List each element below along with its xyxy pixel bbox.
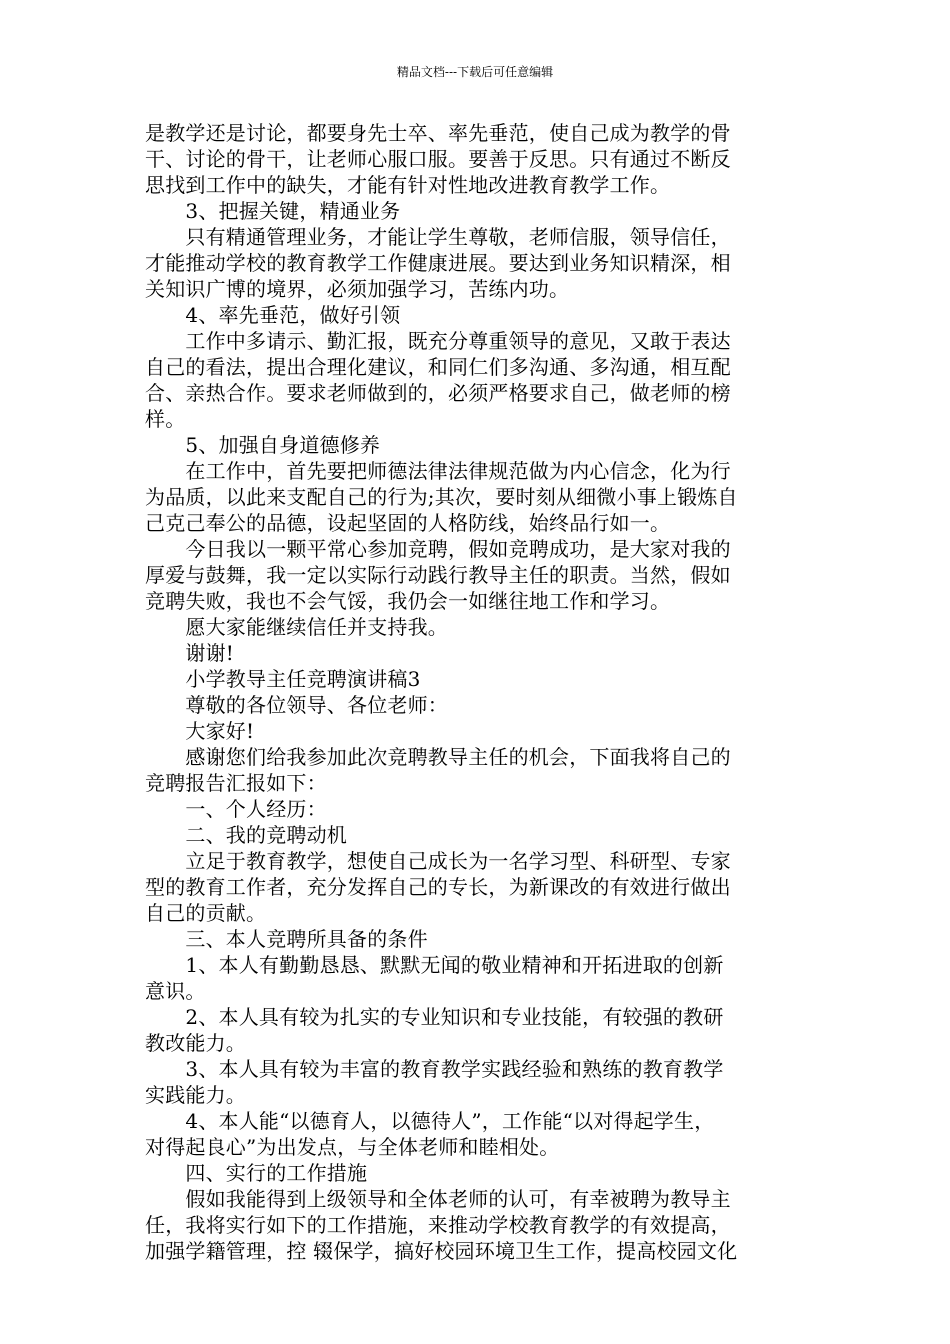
text-line: 感谢您们给我参加此次竞聘教导主任的机会，下面我将自己的 [145,745,731,769]
text-line: 愿大家能继续信任并支持我。 [145,615,448,639]
text-line: 1、本人有勤勤恳恳、默默无闻的敬业精神和开拓进取的创新 [145,953,724,977]
text-line: 工作中多请示、勤汇报，既充分尊重领导的意见，又敢于表达 [145,329,731,353]
text-line: 大家好! [145,719,255,743]
text-line: 3、把握关键，精通业务 [145,199,401,223]
text-line: 干、讨论的骨干，让老师心服口服。要善于反思。只有通过不断反 [145,147,731,171]
text-line: 厚爱与鼓舞，我一定以实际行动践行教导主任的职责。当然，假如 [145,563,731,587]
text-line: 三、本人竞聘所具备的条件 [145,927,428,951]
text-line: 思找到工作中的缺失，才能有针对性地改进教育教学工作。 [145,173,671,197]
text-line: 是教学还是讨论，都要身先士卒、率先垂范，使自己成为教学的骨 [145,121,731,145]
text-line: 意识。 [145,979,206,1003]
text-line: 型的教育工作者，充分发挥自己的专长，为新课改的有效进行做出 [145,875,731,899]
text-line: 立足于教育教学，想使自己成长为一名学习型、科研型、专家 [145,849,731,873]
text-line: 己克己奉公的品德，设起坚固的人格防线，始终品行如一。 [145,511,671,535]
text-line: 自己的贡献。 [145,901,267,925]
text-line: 小学教导主任竞聘演讲稿3 [145,667,421,691]
text-line: 对得起良心”为出发点，与全体老师和睦相处。 [145,1135,560,1159]
text-line: 竞聘失败，我也不会气馁，我仍会一如继往地工作和学习。 [145,589,671,613]
text-line: 假如我能得到上级领导和全体老师的认可，有幸被聘为教导主 [145,1187,731,1211]
text-line: 2、本人具有较为扎实的专业知识和专业技能，有较强的教研 [145,1005,724,1029]
text-line: 尊敬的各位领导、各位老师： [145,693,448,717]
text-line: 实践能力。 [145,1083,246,1107]
text-line: 样。 [145,407,186,431]
text-line: 二、我的竞聘动机 [145,823,347,847]
document-body [145,120,810,1264]
text-line: 自己的看法，提出合理化建议，和同仁们多沟通、多沟通，相互配 [145,355,731,379]
text-line: 教改能力。 [145,1031,246,1055]
text-line: 4、本人能“以德育人，以德待人”，工作能“以对得起学生， [145,1109,715,1133]
text-line: 谢谢! [145,641,235,665]
text-line: 竞聘报告汇报如下： [145,771,327,795]
text-line: 关知识广博的境界，必须加强学习，苦练内功。 [145,277,570,301]
text-line: 在工作中，首先要把师德法律法律规范做为内心信念，化为行 [145,459,731,483]
text-line: 3、本人具有较为丰富的教育教学实践经验和熟练的教育教学 [145,1057,724,1081]
text-line: 四、实行的工作措施 [145,1161,368,1185]
text-line: 一、个人经历： [145,797,327,821]
text-line: 才能推动学校的教育教学工作健康进展。要达到业务知识精深，相 [145,251,731,275]
text-line: 加强学籍管理，控 辍保学，搞好校园环境卫生工作，提高校园文化 [145,1239,738,1263]
text-line: 4、率先垂范，做好引领 [145,303,401,327]
text-line: 5、加强自身道德修养 [145,433,381,457]
text-line: 今日我以一颗平常心参加竞聘，假如竞聘成功，是大家对我的 [145,537,731,561]
page-header: 精品文档---下载后可任意编辑 [396,65,554,79]
text-line: 为品质，以此来支配自己的行为;其次，要时刻从细微小事上锻炼自 [145,485,738,509]
text-line: 任，我将实行如下的工作措施，来推动学校教育教学的有效提高， [145,1213,731,1237]
text-line: 合、亲热合作。要求老师做到的，必须严格要求自己，做老师的榜 [145,381,731,405]
text-line: 只有精通管理业务，才能让学生尊敬，老师信服，领导信任， [145,225,731,249]
